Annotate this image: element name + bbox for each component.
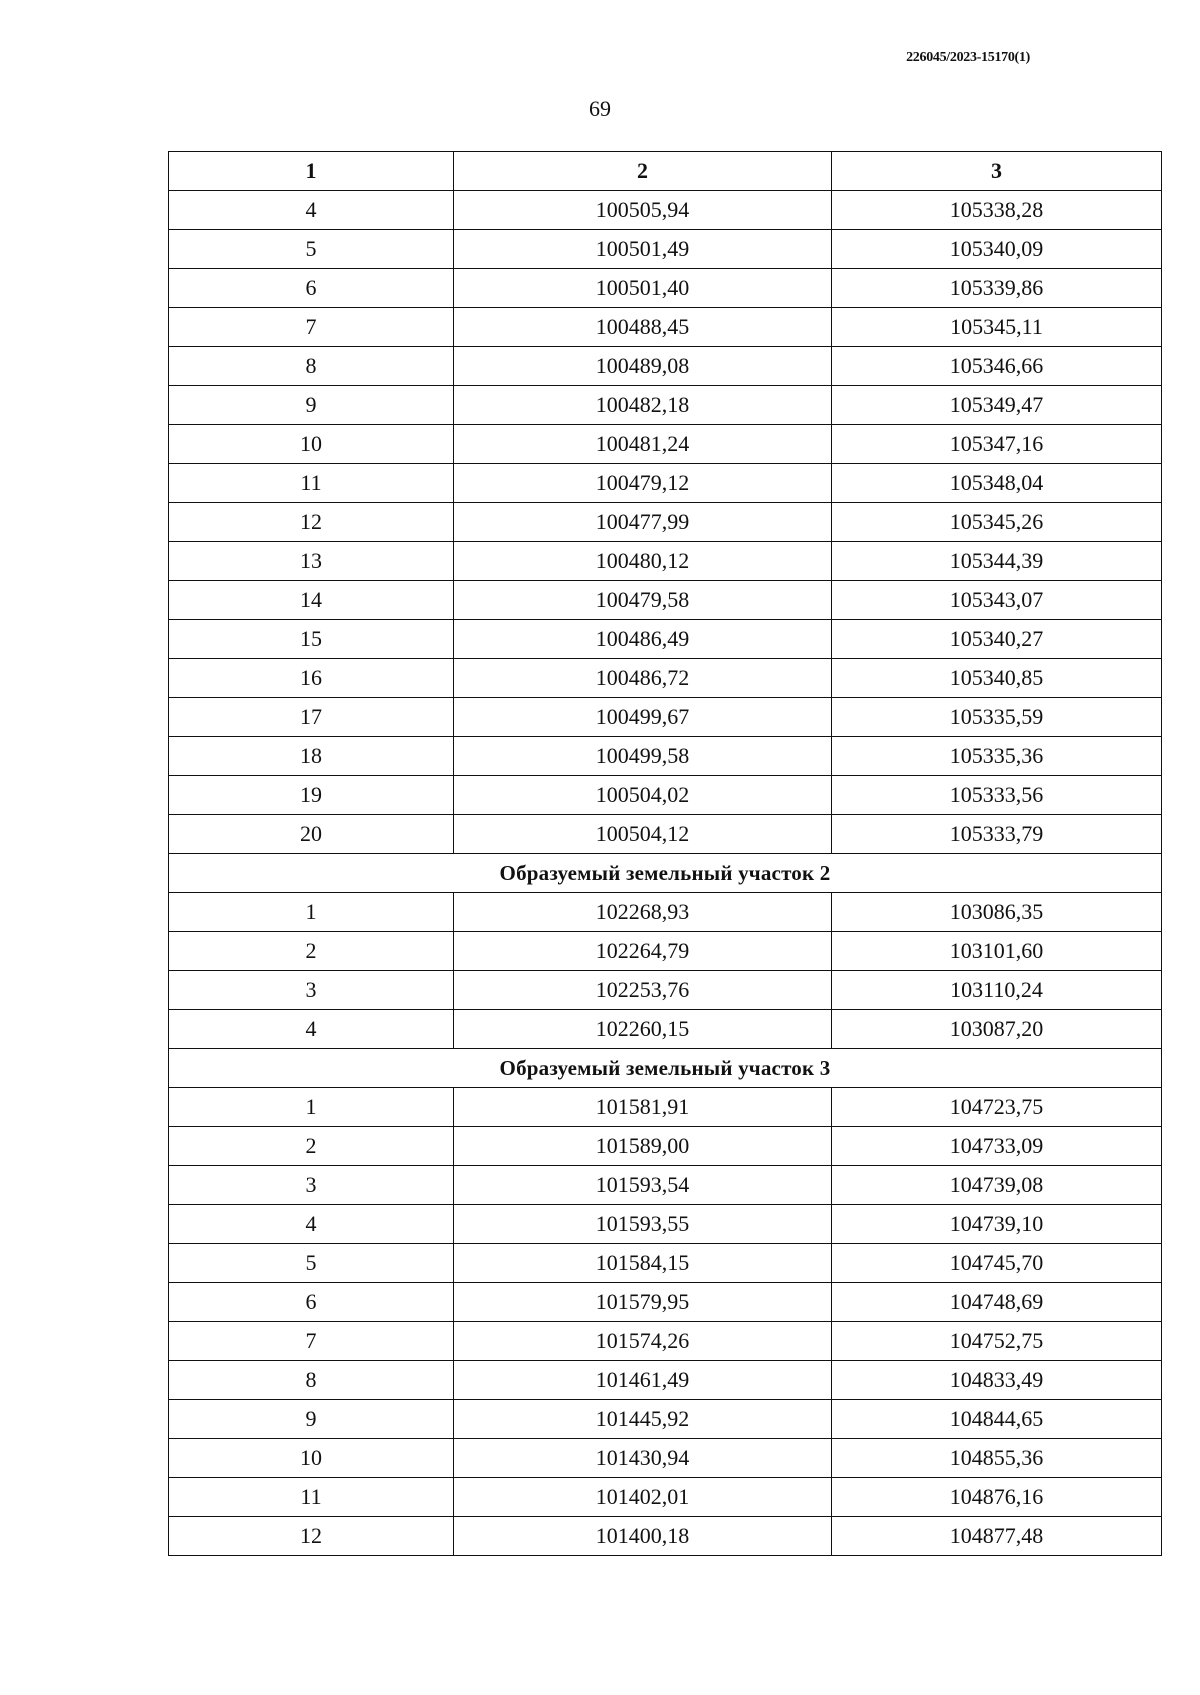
coordinate-x-cell: 101584,15: [454, 1244, 832, 1283]
point-number-cell: 4: [169, 1205, 454, 1244]
table-row: [169, 893, 1162, 932]
coordinate-y-cell: 105333,79: [832, 815, 1162, 854]
point-number-cell: 17: [169, 698, 454, 737]
table-row: [169, 776, 1162, 815]
point-number-cell: 4: [169, 1010, 454, 1049]
coordinate-x-cell: 101589,00: [454, 1127, 832, 1166]
coordinate-x-cell: 102260,15: [454, 1010, 832, 1049]
table-row: [169, 1400, 1162, 1439]
coordinate-x-cell: 100501,40: [454, 269, 832, 308]
coordinate-y-cell: 104876,16: [832, 1478, 1162, 1517]
point-number-cell: 16: [169, 659, 454, 698]
point-number-cell: 12: [169, 1517, 454, 1556]
point-number-cell: 14: [169, 581, 454, 620]
coordinate-x-cell: 101579,95: [454, 1283, 832, 1322]
column-header-3: 3: [832, 152, 1162, 191]
coordinates-table: [168, 151, 1162, 1556]
coordinate-x-cell: 101581,91: [454, 1088, 832, 1127]
column-header-2: 2: [454, 152, 832, 191]
point-number-cell: 2: [169, 1127, 454, 1166]
coordinate-y-cell: 105340,09: [832, 230, 1162, 269]
page-number: 69: [589, 96, 611, 121]
point-number-cell: 10: [169, 425, 454, 464]
point-number-cell: 4: [169, 191, 454, 230]
table-row: [169, 659, 1162, 698]
coordinate-x-cell: 100501,49: [454, 230, 832, 269]
table-row: [169, 1244, 1162, 1283]
table-row: [169, 737, 1162, 776]
coordinate-x-cell: 100489,08: [454, 347, 832, 386]
point-number-cell: 13: [169, 542, 454, 581]
table-header-row: [169, 152, 1162, 191]
coordinate-x-cell: 100486,72: [454, 659, 832, 698]
table-row: [169, 581, 1162, 620]
table-row: [169, 1478, 1162, 1517]
coordinate-y-cell: 105340,27: [832, 620, 1162, 659]
point-number-cell: 10: [169, 1439, 454, 1478]
coordinate-y-cell: 104733,09: [832, 1127, 1162, 1166]
point-number-cell: 15: [169, 620, 454, 659]
point-number-cell: 3: [169, 971, 454, 1010]
coordinate-y-cell: 104855,36: [832, 1439, 1162, 1478]
table-row: [169, 191, 1162, 230]
table-row: [169, 308, 1162, 347]
table-row: [169, 1010, 1162, 1049]
coordinate-y-cell: 105339,86: [832, 269, 1162, 308]
coordinate-y-cell: 104745,70: [832, 1244, 1162, 1283]
point-number-cell: 12: [169, 503, 454, 542]
coordinate-y-cell: 105349,47: [832, 386, 1162, 425]
coordinate-y-cell: 105335,36: [832, 737, 1162, 776]
table-row: [169, 1283, 1162, 1322]
table-row: [169, 503, 1162, 542]
table-row: [169, 1517, 1162, 1556]
coordinate-x-cell: 102264,79: [454, 932, 832, 971]
point-number-cell: 7: [169, 308, 454, 347]
coordinate-x-cell: 101430,94: [454, 1439, 832, 1478]
table-row: [169, 815, 1162, 854]
table-body: [169, 191, 1162, 1556]
coordinate-y-cell: 105346,66: [832, 347, 1162, 386]
coordinate-y-cell: 103086,35: [832, 893, 1162, 932]
coordinate-y-cell: 103101,60: [832, 932, 1162, 971]
coordinate-x-cell: 101574,26: [454, 1322, 832, 1361]
table-row: [169, 425, 1162, 464]
point-number-cell: 6: [169, 1283, 454, 1322]
section-header-row: [169, 854, 1162, 893]
coordinate-y-cell: 105347,16: [832, 425, 1162, 464]
table-row: [169, 386, 1162, 425]
coordinate-y-cell: 104723,75: [832, 1088, 1162, 1127]
coordinate-x-cell: 100482,18: [454, 386, 832, 425]
coordinate-x-cell: 100504,12: [454, 815, 832, 854]
table-row: [169, 698, 1162, 737]
table-row: [169, 464, 1162, 503]
coordinate-x-cell: 101593,55: [454, 1205, 832, 1244]
table-row: [169, 230, 1162, 269]
table-row: [169, 971, 1162, 1010]
point-number-cell: 3: [169, 1166, 454, 1205]
point-number-cell: 1: [169, 893, 454, 932]
coordinate-x-cell: 100499,67: [454, 698, 832, 737]
table-row: [169, 269, 1162, 308]
point-number-cell: 19: [169, 776, 454, 815]
coordinate-y-cell: 103087,20: [832, 1010, 1162, 1049]
coordinate-y-cell: 104833,49: [832, 1361, 1162, 1400]
table-row: [169, 347, 1162, 386]
point-number-cell: 8: [169, 347, 454, 386]
coordinate-x-cell: 100481,24: [454, 425, 832, 464]
coordinate-x-cell: 100504,02: [454, 776, 832, 815]
coordinate-y-cell: 104739,10: [832, 1205, 1162, 1244]
coordinate-x-cell: 100479,12: [454, 464, 832, 503]
coordinate-y-cell: 104844,65: [832, 1400, 1162, 1439]
document-id: 226045/2023-15170(1): [906, 50, 1030, 65]
coordinate-y-cell: 105344,39: [832, 542, 1162, 581]
coordinate-x-cell: 100499,58: [454, 737, 832, 776]
table-row: [169, 1088, 1162, 1127]
coordinate-y-cell: 103110,24: [832, 971, 1162, 1010]
coordinate-y-cell: 105348,04: [832, 464, 1162, 503]
coordinate-y-cell: 105335,59: [832, 698, 1162, 737]
coordinate-y-cell: 104739,08: [832, 1166, 1162, 1205]
coordinate-x-cell: 101402,01: [454, 1478, 832, 1517]
point-number-cell: 9: [169, 1400, 454, 1439]
coordinate-y-cell: 105338,28: [832, 191, 1162, 230]
coordinate-y-cell: 105340,85: [832, 659, 1162, 698]
table-row: [169, 1361, 1162, 1400]
coordinate-x-cell: 102268,93: [454, 893, 832, 932]
coordinate-y-cell: 105343,07: [832, 581, 1162, 620]
table-row: [169, 1322, 1162, 1361]
coordinate-x-cell: 100477,99: [454, 503, 832, 542]
table-row: [169, 932, 1162, 971]
point-number-cell: 2: [169, 932, 454, 971]
coordinate-x-cell: 100488,45: [454, 308, 832, 347]
point-number-cell: 18: [169, 737, 454, 776]
section-header-row: [169, 1049, 1162, 1088]
point-number-cell: 11: [169, 1478, 454, 1517]
coordinate-y-cell: 105345,11: [832, 308, 1162, 347]
coordinate-y-cell: 105333,56: [832, 776, 1162, 815]
coordinate-x-cell: 102253,76: [454, 971, 832, 1010]
point-number-cell: 7: [169, 1322, 454, 1361]
point-number-cell: 6: [169, 269, 454, 308]
point-number-cell: 20: [169, 815, 454, 854]
point-number-cell: 9: [169, 386, 454, 425]
coordinate-y-cell: 104748,69: [832, 1283, 1162, 1322]
point-number-cell: 8: [169, 1361, 454, 1400]
coordinate-x-cell: 100505,94: [454, 191, 832, 230]
coordinate-x-cell: 101593,54: [454, 1166, 832, 1205]
coordinate-y-cell: 105345,26: [832, 503, 1162, 542]
coordinate-x-cell: 100479,58: [454, 581, 832, 620]
coordinate-x-cell: 101400,18: [454, 1517, 832, 1556]
table-row: [169, 1166, 1162, 1205]
table-row: [169, 1127, 1162, 1166]
column-header-1: 1: [169, 152, 454, 191]
point-number-cell: 1: [169, 1088, 454, 1127]
table-row: [169, 542, 1162, 581]
coordinate-y-cell: 104877,48: [832, 1517, 1162, 1556]
coordinate-y-cell: 104752,75: [832, 1322, 1162, 1361]
table-row: [169, 1439, 1162, 1478]
point-number-cell: 5: [169, 230, 454, 269]
coordinate-x-cell: 100480,12: [454, 542, 832, 581]
section-title: Образуемый земельный участок 3: [169, 1049, 1162, 1088]
table-row: [169, 1205, 1162, 1244]
table-row: [169, 620, 1162, 659]
point-number-cell: 5: [169, 1244, 454, 1283]
coordinate-x-cell: 101445,92: [454, 1400, 832, 1439]
coordinate-x-cell: 100486,49: [454, 620, 832, 659]
section-title: Образуемый земельный участок 2: [169, 854, 1162, 893]
point-number-cell: 11: [169, 464, 454, 503]
coordinate-x-cell: 101461,49: [454, 1361, 832, 1400]
